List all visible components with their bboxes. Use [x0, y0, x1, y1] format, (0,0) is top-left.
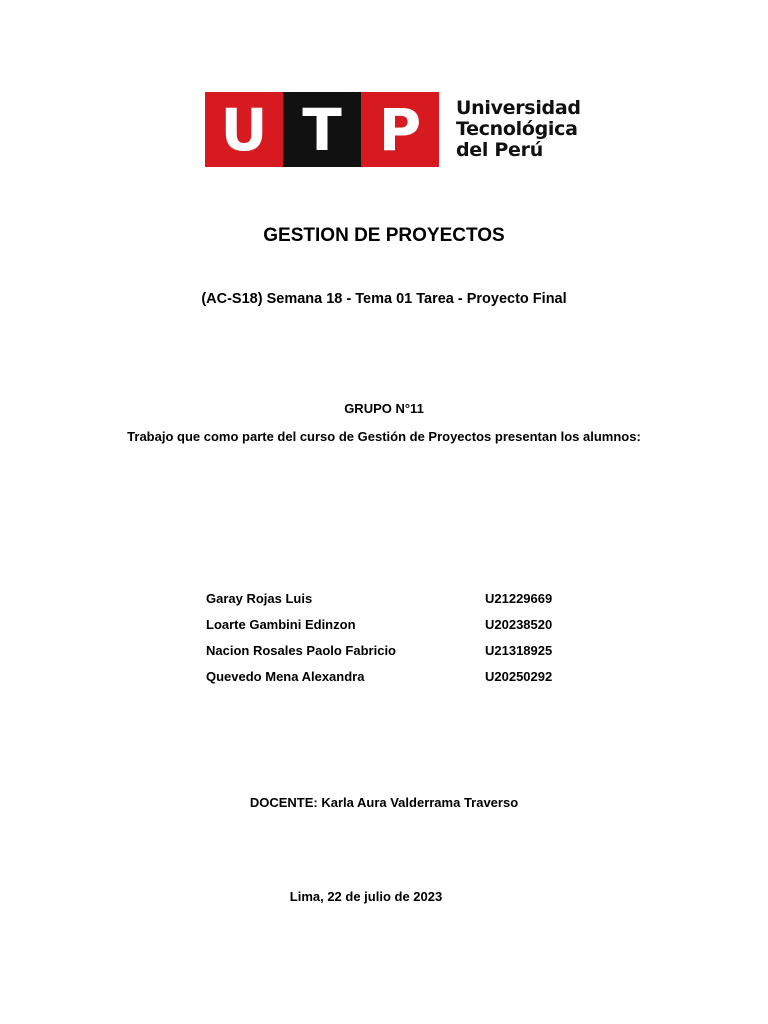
student-row [206, 585, 586, 611]
intro-text: Trabajo que como parte del curso de Gestión de Proyectos presentan los alumnos: [127, 429, 641, 444]
course-title: GESTION DE PROYECTOS [263, 225, 505, 246]
document-date: Lima, 22 de julio de 2023 [289, 889, 443, 904]
logo-mark [205, 92, 439, 167]
logo-letter-u: U [205, 92, 283, 167]
student-code: U20238520 [485, 616, 553, 632]
university-name-line-1: Universidad [456, 97, 581, 119]
student-row [206, 637, 586, 663]
university-name-line-3: del Perú [456, 139, 543, 161]
student-code: U21318925 [485, 642, 553, 658]
student-code: U21229669 [485, 590, 553, 606]
assignment-subtitle: (AC-S18) Semana 18 - Tema 01 Tarea - Proyecto Final [201, 291, 567, 307]
students-list [206, 585, 586, 689]
student-name: Loarte Gambini Edinzon [206, 616, 356, 632]
student-name: Quevedo Mena Alexandra [206, 668, 365, 684]
student-name: Nacion Rosales Paolo Fabricio [206, 642, 396, 658]
university-name [456, 98, 581, 161]
student-code: U20250292 [485, 668, 553, 684]
teacher-name: DOCENTE: Karla Aura Valderrama Traverso [249, 795, 519, 810]
logo-letter-p: P [361, 92, 439, 167]
student-row [206, 663, 586, 689]
student-row [206, 611, 586, 637]
group-number: GRUPO N°11 [344, 401, 424, 416]
student-name: Garay Rojas Luis [206, 590, 313, 606]
logo-letter-t: T [283, 92, 361, 167]
university-name-line-2: Tecnológica [456, 118, 578, 140]
utp-logo [205, 92, 581, 167]
